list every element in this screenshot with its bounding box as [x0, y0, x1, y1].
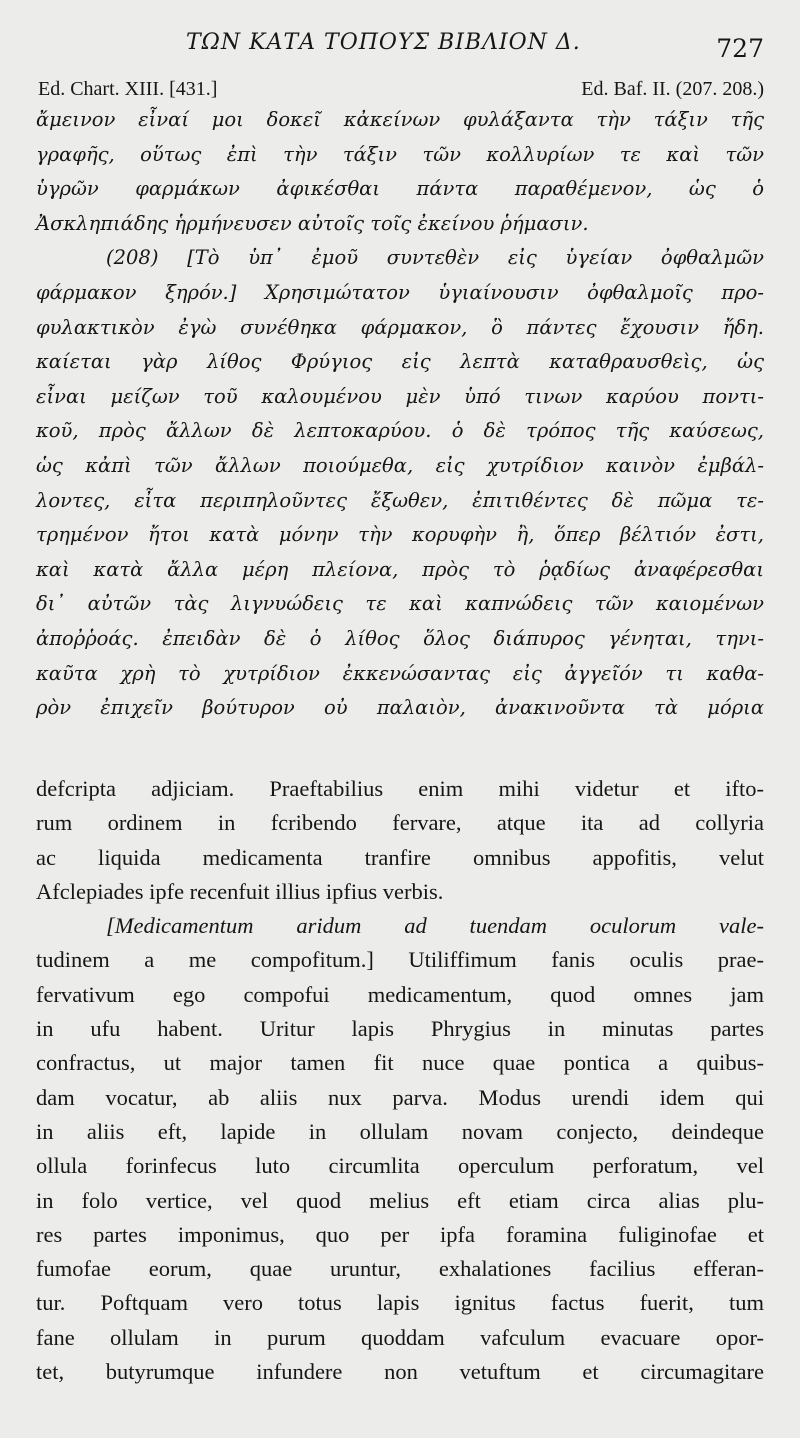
greek-line: ὡς κἀπὶ τῶν ἄλλων ποιούμεθα, εἰς χυτρίδιον καινὸν ἐμβάλ- — [36, 453, 764, 477]
greek-line: καίεται γὰρ λίθος Φρύγιος εἰς λεπτὰ καταθραυσθεὶς, ὡς — [36, 350, 764, 374]
edition-reference-right: Ed. Baf. II. (207. 208.) — [581, 78, 764, 100]
latin-line: res partes imponimus, quo per ipfa foramina fuliginofae et — [36, 1221, 764, 1247]
greek-line: φυλακτικὸν ἐγὼ συνέθηκα φάρμακον, ὃ πάντες ἔχουσιν ἤδη. — [36, 315, 764, 339]
latin-line: rum ordinem in fcribendo fervare, atque ita ad collyria — [36, 810, 764, 836]
latin-line: fumofae eorum, quae uruntur, exhalationes facilius efferan- — [36, 1256, 764, 1282]
greek-line: ρὸν ἐπιχεῖν βούτυρον οὐ παλαιὸν, ἀνακινοῦντα τὰ μόρια — [36, 696, 764, 720]
latin-line: Afclepiades ipfe recenfuit illius ipfius verbis. — [36, 878, 444, 904]
greek-line: καῦτα χρὴ τὸ χυτρίδιον ἐκκενώσαντας εἰς ἀγγεῖόν τι καθα- — [36, 661, 764, 685]
latin-line: dam vocatur, ab aliis nux parva. Modus urendi idem qui — [36, 1084, 764, 1110]
greek-line: φάρμακον ξηρόν.] Χρησιμώτατον ὑγιαίνουσιν ὀφθαλμοῖς προ- — [36, 280, 764, 304]
latin-line: ollula forinfecus luto circumlita operculum perforatum, vel — [36, 1153, 764, 1179]
page-number: 727 — [716, 34, 764, 63]
latin-line: in aliis eft, lapide in ollulam novam conjecto, deindeque — [36, 1118, 764, 1144]
latin-line: in folo vertice, vel quod melius eft etiam circa alias plu- — [36, 1187, 764, 1213]
latin-line: tet, butyrumque infundere non vetuftum et circumagitare — [36, 1359, 764, 1385]
latin-text-block — [36, 772, 764, 1389]
latin-line: tudinem a me compofitum.] Utiliffimum fanis oculis prae- — [36, 947, 764, 973]
greek-line: (208) [Τὸ ὑπ᾽ ἐμοῦ συντεθὲν εἰς ὑγείαν ὀφθαλμῶν — [106, 246, 764, 270]
greek-line: καὶ κατὰ ἄλλα μέρη πλείονα, πρὸς τὸ ῥᾳδίως ἀναφέρεσθαι — [36, 557, 764, 581]
greek-line: ἄμεινον εἶναί μοι δοκεῖ κἀκείνων φυλάξαντα τὴν τάξιν τῆς — [36, 108, 764, 131]
latin-line: confractus, ut major tamen fit nuce quae pontica a quibus- — [36, 1050, 764, 1076]
greek-line: ὑγρῶν φαρμάκων ἀφικέσθαι πάντα παραθέμενον, ὡς ὁ — [36, 177, 764, 201]
greek-line: εἶναι μείζων τοῦ καλουμένου μὲν ὑπό τινων καρύου ποντι- — [36, 384, 764, 408]
greek-line: λοντες, εἶτα περιπηλοῦντες ἔξωθεν, ἐπιτιθέντες δὲ πῶμα τε- — [36, 488, 764, 512]
running-head: ΤΩΝ ΚΑΤΑ ΤΟΠΟΥΣ ΒΙΒΛΙΟΝ Δ. — [186, 30, 581, 55]
greek-line: Ἀσκληπιάδης ἡρμήνευσεν αὐτοῖς τοῖς ἐκείνου ῥήμασιν. — [36, 211, 589, 235]
latin-line: fervativum ego compofui medicamentum, quod omnes jam — [36, 981, 764, 1007]
latin-line: ac liquida medicamenta tranfire omnibus appofitis, velut — [36, 844, 764, 870]
latin-line: in ufu habent. Uritur lapis Phrygius in minutas partes — [36, 1016, 764, 1042]
greek-line: κοῦ, πρὸς ἄλλων δὲ λεπτοκαρύου. ὁ δὲ τρόπος τῆς καύσεως, — [36, 419, 764, 443]
latin-line: tur. Poftquam vero totus lapis ignitus factus fuerit, tum — [36, 1290, 764, 1316]
edition-reference-left: Ed. Chart. XIII. [431.] — [38, 78, 218, 100]
greek-line: γραφῆς, οὕτως ἐπὶ τὴν τάξιν τῶν κολλυρίων τε καὶ τῶν — [36, 142, 764, 166]
latin-line: defcripta adjiciam. Praeftabilius enim mihi videtur et ifto- — [36, 776, 764, 801]
greek-line: ἀποῤῥοάς. ἐπειδὰν δὲ ὁ λίθος ὅλος διάπυρος γένηται, τηνι- — [36, 626, 764, 650]
greek-text-block — [36, 103, 764, 726]
greek-line: δι᾽ αὐτῶν τὰς λιγνυώδεις τε καὶ καπνώδεις τῶν καιομένων — [36, 592, 764, 616]
greek-line: τρημένον ἤτοι κατὰ μόνην τὴν κορυφὴν ἢ, ὅπερ βέλτιόν ἐστι, — [36, 523, 764, 547]
latin-line-heading: [Medicamentum aridum ad tuendam oculorum vale- — [106, 913, 764, 939]
latin-line: fane ollulam in purum quoddam vafculum evacuare opor- — [36, 1324, 764, 1350]
